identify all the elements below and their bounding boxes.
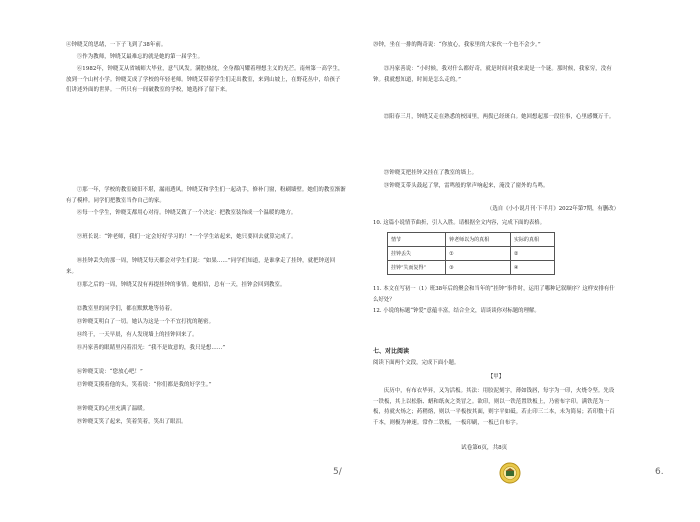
source-note: （选自《小小说月刊·下半月》2022年第7期，有删改） bbox=[486, 206, 619, 212]
table-header-cell: 钟老师以为的真相 bbox=[446, 233, 511, 247]
page-number-left: 5/ bbox=[333, 467, 342, 477]
table-cell: ② bbox=[510, 247, 554, 261]
paragraph: ㉑冯家善说：“小时候，我对什么都好奇，就是时间对我来说是一个谜。那时候，我家穷，没有钟。我就想知道，时间是怎么走的。” bbox=[373, 66, 612, 83]
paragraph: ⑯钟晓艾说：“您放心吧！” bbox=[76, 369, 143, 375]
paragraph: ⑭终于，一天早晨，有人发现墙上的挂钟回来了。 bbox=[76, 332, 198, 338]
question-11: 11. 本文在写初一（1）班38年后的聚会和当年的“挂钟”事件时，运用了哪种记叙顺序？这样安排有什么好处？ bbox=[373, 286, 615, 303]
question-10: 10. 这篇小说情节曲折，引人入胜。请根据全文内容，完成下面的表格。 bbox=[373, 220, 546, 226]
question-12: 12. 小说的标题“钟爱”意蕴丰富，结合全文，请谈谈你对标题的理解。 bbox=[373, 308, 540, 314]
paragraph: ⑩挂钟丢失的那一周，钟晓艾每天都会对学生们说：“如果……”同学们知道，是谁拿走了挂钟，就把钟送回来。 bbox=[66, 258, 336, 275]
paragraph: ⑫教室里的同学们，都在默默地等待着。 bbox=[76, 306, 176, 312]
table-header-cell: 实际的真相 bbox=[510, 233, 554, 247]
table-row bbox=[388, 247, 555, 261]
paragraph: ⑪那之后的一周，钟晓艾没有再提挂钟的事情。她相信，总有一天，挂钟会回到教室。 bbox=[76, 282, 286, 288]
table-cell: ③ bbox=[446, 261, 511, 275]
paragraph: ㉔钟晓艾带头鼓起了掌，雷鸣般的掌声响起来，淹没了窗外的鸟鸣。 bbox=[383, 183, 549, 189]
passage-text: 庆历中，有布衣毕昇，又为活板。其法：用胶泥刻字，薄如钱唇，每字为一印，火烧令坚。先设一铁板，其上以松脂、蜡和纸灰之类冒之。欲印，则以一铁范置铁板上，乃密布字印。满铁范为一板，持就火炀之；药稍熔，则以一平板按其面，则字平如砥。若止印三二本，未为简易；若印数十百千本，则极为神速。常作二铁板，一板印刷，一板已自布字。 bbox=[373, 388, 615, 426]
paragraph: ⑳钟，坐在一排的陶奇说：“你放心，我家里的大家伙一个也不会少。” bbox=[373, 42, 541, 48]
paragraph: ⑰钟晓艾摸着他的头，笑着说：“你们都是我的好学生。” bbox=[76, 382, 212, 388]
school-logo-icon bbox=[499, 462, 521, 484]
paragraph: ⑨班长说：“钟老师，我们一定会好好学习的！”一个学生站起来，她只要回去就算完成了。 bbox=[76, 234, 297, 240]
table-header-row bbox=[388, 233, 555, 247]
passage-label: 【甲】 bbox=[487, 374, 505, 380]
paragraph: ⑬钟晓艾明白了一切。她认为这是一个不宜打扰的秘密。 bbox=[76, 319, 215, 325]
paragraph: ㉒阳春三月，钟晓艾走在熟悉的校园里，两鬓已经斑白。她回想起那一段往事，心里感慨万千。 bbox=[383, 114, 615, 120]
paragraph: ⑦那一年，学校的教室破旧不堪，漏雨透风。钟晓艾和学生们一起动手，修补门窗，粉刷墙壁。她们的教室渐渐有了模样。同学们把教室当作自己的家。 bbox=[66, 187, 346, 204]
table-header-cell: 情节 bbox=[388, 233, 446, 247]
paragraph: ⑮冯家善的眼睛里闪着泪光：“我不是故意的，我只是想……” bbox=[76, 345, 226, 351]
page-number-right: 6. bbox=[655, 467, 664, 477]
section-title: 七、对比阅读 bbox=[373, 348, 410, 355]
paragraph: ㉓钟晓艾把挂钟又挂在了教室的墙上。 bbox=[383, 170, 478, 176]
paragraph: ④钟晓艾的思绪，一下子飞到了38年前。 bbox=[66, 42, 167, 48]
paragraph: ⑲钟晓艾笑了起来，笑着笑着，笑出了眼泪。 bbox=[76, 419, 187, 425]
section-intro: 阅读下面两个文段，完成下面小题。 bbox=[373, 360, 460, 366]
table-cell: ① bbox=[446, 247, 511, 261]
paragraph: ⑤作为教师，钟晓艾最难忘的就是她的第一届学生。 bbox=[76, 54, 204, 60]
paragraph: ⑧每一个学生，钟晓艾都用心对待。钟晓艾做了一个决定：把教室装饰成一个温暖的地方。 bbox=[76, 210, 297, 216]
page-footer: 试卷第6页，共8页 bbox=[461, 445, 508, 451]
table-cell: ④ bbox=[510, 261, 554, 275]
paragraph: ⑥1982年，钟晓艾从省城师大毕业，意气风发。满腔热忱，全身都闪耀着理想主义的光芒。南州第一高学生，放到一个山村小学。钟晓艾成了学校的年轻老师。钟晓艾带着学生们走出教室，来到山坡上，在野花丛中，给孩子们讲述外面的世界。一所只有一间破教室的学校，她选择了留下来。 bbox=[66, 66, 344, 94]
table-cell: 挂钟“失而复得” bbox=[388, 261, 446, 275]
table-row bbox=[388, 261, 555, 275]
answer-table bbox=[387, 232, 555, 275]
paragraph: ⑱钟晓艾的心里充满了温暖。 bbox=[76, 406, 149, 412]
table-cell: 挂钟丢失 bbox=[388, 247, 446, 261]
